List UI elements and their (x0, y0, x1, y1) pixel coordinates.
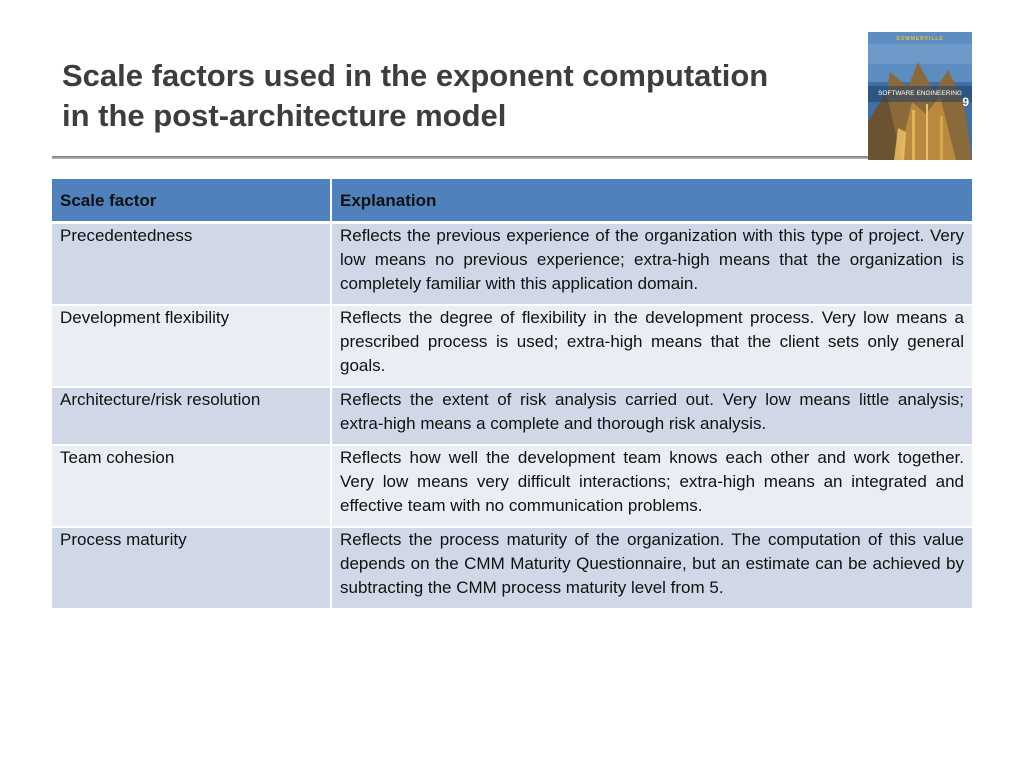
factor-name-cell: Team cohesion (52, 445, 331, 527)
slide-title-line-1: Scale factors used in the exponent computation (62, 58, 769, 93)
table-row (52, 387, 972, 445)
factor-explanation-cell: Reflects the degree of flexibility in the development process. Very low means a prescribed process is used; extra-high means that the client sets only general goals. (331, 305, 972, 387)
factor-explanation-cell: Reflects how well the development team knows each other and work together. Very low means very difficult interactions; extra-high means an integrated and effective team with no communication problems. (331, 445, 972, 527)
book-cover-title: SOFTWARE ENGINEERING (878, 90, 962, 97)
book-cover-edition: 9 (962, 95, 969, 109)
table-row (52, 305, 972, 387)
factor-name-cell: Precedentedness (52, 223, 331, 306)
factor-explanation-cell: Reflects the previous experience of the organization with this type of project. Very low means no previous experience; extra-high means that the organization is completely familiar with this application domain. (331, 223, 972, 306)
factor-explanation-cell: Reflects the process maturity of the organization. The computation of this value depends on the CMM Maturity Questionnaire, but an estimate can be achieved by subtracting the CMM process maturity level from 5. (331, 527, 972, 609)
scale-factor-table (52, 179, 972, 610)
table-row (52, 527, 972, 609)
factor-name-cell: Process maturity (52, 527, 331, 609)
table-row (52, 223, 972, 306)
header-explanation: Explanation (331, 179, 972, 223)
factor-name-cell: Architecture/risk resolution (52, 387, 331, 445)
table-row (52, 445, 972, 527)
title-divider (52, 156, 868, 159)
slide-title (62, 56, 852, 136)
slide-title-line-2: in the post-architecture model (62, 98, 507, 133)
book-cover-image (868, 32, 972, 160)
header-scale-factor: Scale factor (52, 179, 331, 223)
factor-explanation-cell: Reflects the extent of risk analysis carried out. Very low means little analysis; extra-high means a complete and thorough risk analysis. (331, 387, 972, 445)
table-header-row (52, 179, 972, 223)
factor-name-cell: Development flexibility (52, 305, 331, 387)
book-cover-author: SOMMERVILLE (896, 36, 944, 42)
